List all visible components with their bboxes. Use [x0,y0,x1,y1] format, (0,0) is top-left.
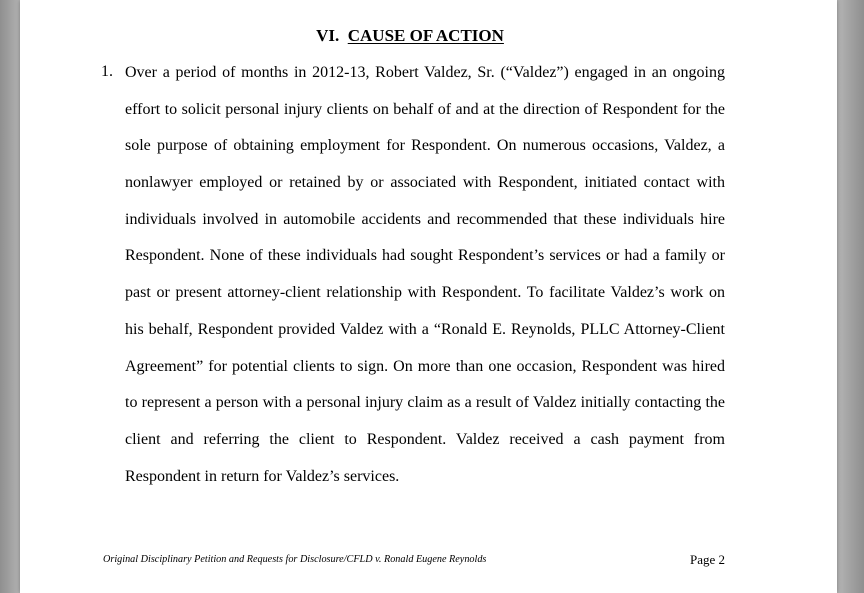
paragraph-line: individuals involved in automobile accidents and recommended that these individuals hire [125,210,725,228]
paragraph-line: sole purpose of obtaining employment for Respondent. On numerous occasions, Valdez, a [125,137,725,155]
paragraph-line: past or present attorney-client relationship with Respondent. To facilitate Valdez’s work on [125,284,725,302]
paragraph-line: nonlawyer employed or retained by or associated with Respondent, initiated contact with [125,174,725,192]
paragraph-line: his behalf, Respondent provided Valdez with a “Ronald E. Reynolds, PLLC Attorney-Client [125,320,725,338]
paragraph-number: 1. [101,63,113,80]
section-title: CAUSE OF ACTION [347,26,504,45]
paragraph-line: Respondent in return for Valdez’s services. [125,467,400,485]
footer-document-title: Original Disciplinary Petition and Requests for Disclosure/CFLD v. Ronald Eugene Reynolds [103,554,487,565]
section-number: VI. [316,26,340,45]
paragraph-line: Agreement” for potential clients to sign. On more than one occasion, Respondent was hired [125,357,725,375]
paragraph-line: Respondent. None of these individuals had sought Respondent’s services or had a family or [125,247,725,265]
paragraph-line: to represent a person with a personal injury claim as a result of Valdez initially contacting the [125,394,725,412]
footer-page-number: Page 2 [690,552,726,567]
paragraph-line: effort to solicit personal injury clients on behalf of and at the direction of Respondent for the [125,100,725,118]
paragraph-line: Over a period of months in 2012-13, Robert Valdez, Sr. (“Valdez”) engaged in an ongoing [125,64,725,81]
section-heading [0,26,840,46]
paragraph-body [125,63,725,503]
paragraph-line: client and referring the client to Respondent. Valdez received a cash payment from [125,430,725,448]
